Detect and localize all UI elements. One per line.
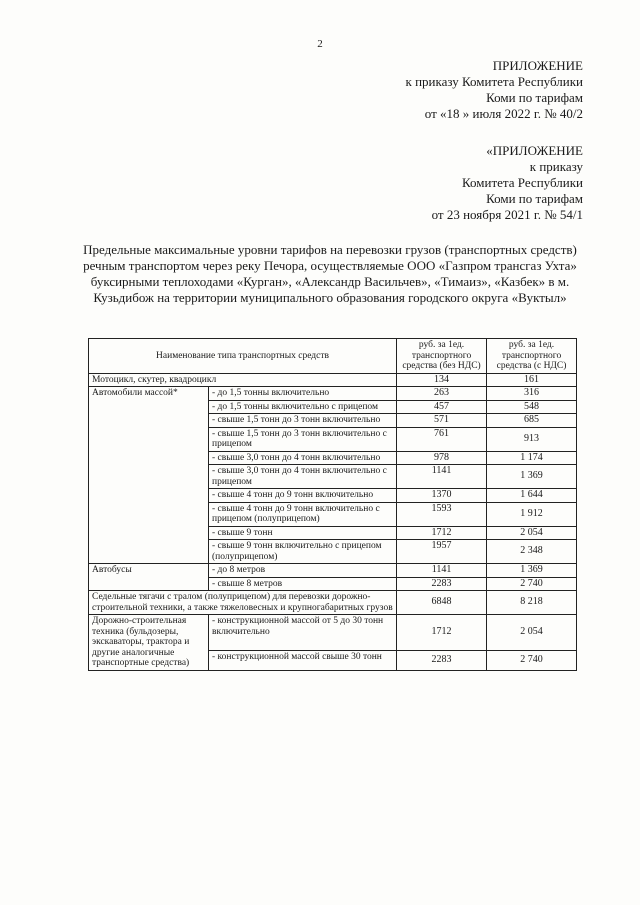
- header-line: Коми по тарифам: [486, 191, 583, 206]
- row-label: Мотоцикл, скутер, квадроцикл: [89, 373, 397, 387]
- row-label: - свыше 1,5 тонн до 3 тонн включительно с прицепом: [209, 427, 397, 451]
- header-line: к приказу Комитета Республики: [405, 74, 583, 89]
- table-row: [89, 591, 577, 615]
- category-buses: Автобусы: [89, 564, 209, 591]
- row-label: - свыше 1,5 тонн до 3 тонн включительно: [209, 414, 397, 428]
- price-no-vat: 2283: [397, 650, 487, 670]
- header-with-vat: руб. за 1ед. транспортного средства (с НДС): [487, 339, 577, 374]
- price-with-vat: 913: [487, 427, 577, 451]
- price-no-vat: 457: [397, 400, 487, 414]
- price-with-vat: 1 912: [487, 502, 577, 526]
- price-no-vat: 6848: [397, 591, 487, 615]
- table-header-row: [89, 339, 577, 374]
- price-no-vat: 1141: [397, 465, 487, 489]
- header-line: к приказу: [529, 159, 583, 174]
- row-label: - свыше 9 тонн: [209, 526, 397, 540]
- price-with-vat: 1 369: [487, 465, 577, 489]
- row-label: Седельные тягачи с тралом (полуприцепом) для перевозки дорожно-строительной техники, а также тяжеловесных и крупногабаритных грузов: [89, 591, 397, 615]
- price-no-vat: 571: [397, 414, 487, 428]
- header-line: Комитета Республики: [462, 175, 583, 190]
- row-label: - свыше 4 тонн до 9 тонн включительно с прицепом (полуприцепом): [209, 502, 397, 526]
- price-with-vat: 548: [487, 400, 577, 414]
- category-road-machinery: Дорожно-строительная техника (бульдозеры, экскаваторы, трактора и другие аналогичные транспортные средства): [89, 615, 209, 671]
- document-title: Предельные максимальные уровни тарифов на перевозки грузов (транспортных средств) речным транспортом через реку Печора, осуществляемые ООО «Газпром трансгаз Ухта» буксирными теплоходами «Курган», «Александр Васильчев», «Тимаиз», «Казбек» в м. Кузьдибож на территории муниципального образования городского округа «Вуктыл»: [83, 242, 577, 305]
- header-line: от «18 » июля 2022 г. № 40/2: [424, 106, 583, 121]
- price-with-vat: 2 740: [487, 650, 577, 670]
- category-cars: Автомобили массой*: [89, 387, 209, 564]
- price-no-vat: 134: [397, 373, 487, 387]
- price-with-vat: 2 054: [487, 526, 577, 540]
- price-no-vat: 978: [397, 451, 487, 465]
- header-name: Наименование типа транспортных средств: [89, 339, 397, 374]
- price-no-vat: 2283: [397, 577, 487, 591]
- row-label: - свыше 9 тонн включительно с прицепом (полуприцепом): [209, 540, 397, 564]
- tariff-table: [88, 338, 577, 671]
- price-with-vat: 161: [487, 373, 577, 387]
- price-with-vat: 685: [487, 414, 577, 428]
- header-line: от 23 ноября 2021 г. № 54/1: [431, 207, 583, 222]
- price-with-vat: 2 054: [487, 615, 577, 651]
- row-label: - до 1,5 тонны включительно с прицепом: [209, 400, 397, 414]
- row-label: - свыше 8 метров: [209, 577, 397, 591]
- row-label: - свыше 3,0 тонн до 4 тонн включительно: [209, 451, 397, 465]
- table-row: [89, 387, 577, 401]
- price-with-vat: 1 369: [487, 564, 577, 578]
- row-label: - до 1,5 тонны включительно: [209, 387, 397, 401]
- price-with-vat: 2 348: [487, 540, 577, 564]
- price-no-vat: 1593: [397, 502, 487, 526]
- header-line: «ПРИЛОЖЕНИЕ: [486, 143, 583, 158]
- table-row: [89, 564, 577, 578]
- header-line: ПРИЛОЖЕНИЕ: [492, 58, 583, 73]
- price-no-vat: 1712: [397, 526, 487, 540]
- appendix-header: [406, 58, 583, 122]
- row-label: - конструкционной массой от 5 до 30 тонн включительно: [209, 615, 397, 651]
- price-with-vat: 2 740: [487, 577, 577, 591]
- price-with-vat: 8 218: [487, 591, 577, 615]
- row-label: - свыше 4 тонн до 9 тонн включительно: [209, 489, 397, 503]
- row-label: - свыше 3,0 тонн до 4 тонн включительно с прицепом: [209, 465, 397, 489]
- header-no-vat: руб. за 1ед. транспортного средства (без НДС): [397, 339, 487, 374]
- price-no-vat: 263: [397, 387, 487, 401]
- price-no-vat: 761: [397, 427, 487, 451]
- header-line: Коми по тарифам: [486, 90, 583, 105]
- price-with-vat: 1 644: [487, 489, 577, 503]
- price-no-vat: 1712: [397, 615, 487, 651]
- table-row: [89, 615, 577, 651]
- original-appendix-header: [432, 143, 583, 223]
- price-with-vat: 316: [487, 387, 577, 401]
- price-no-vat: 1141: [397, 564, 487, 578]
- table-row: [89, 373, 577, 387]
- row-label: - конструкционной массой свыше 30 тонн: [209, 650, 397, 670]
- price-no-vat: 1370: [397, 489, 487, 503]
- row-label: - до 8 метров: [209, 564, 397, 578]
- price-no-vat: 1957: [397, 540, 487, 564]
- page-number: 2: [317, 38, 323, 50]
- price-with-vat: 1 174: [487, 451, 577, 465]
